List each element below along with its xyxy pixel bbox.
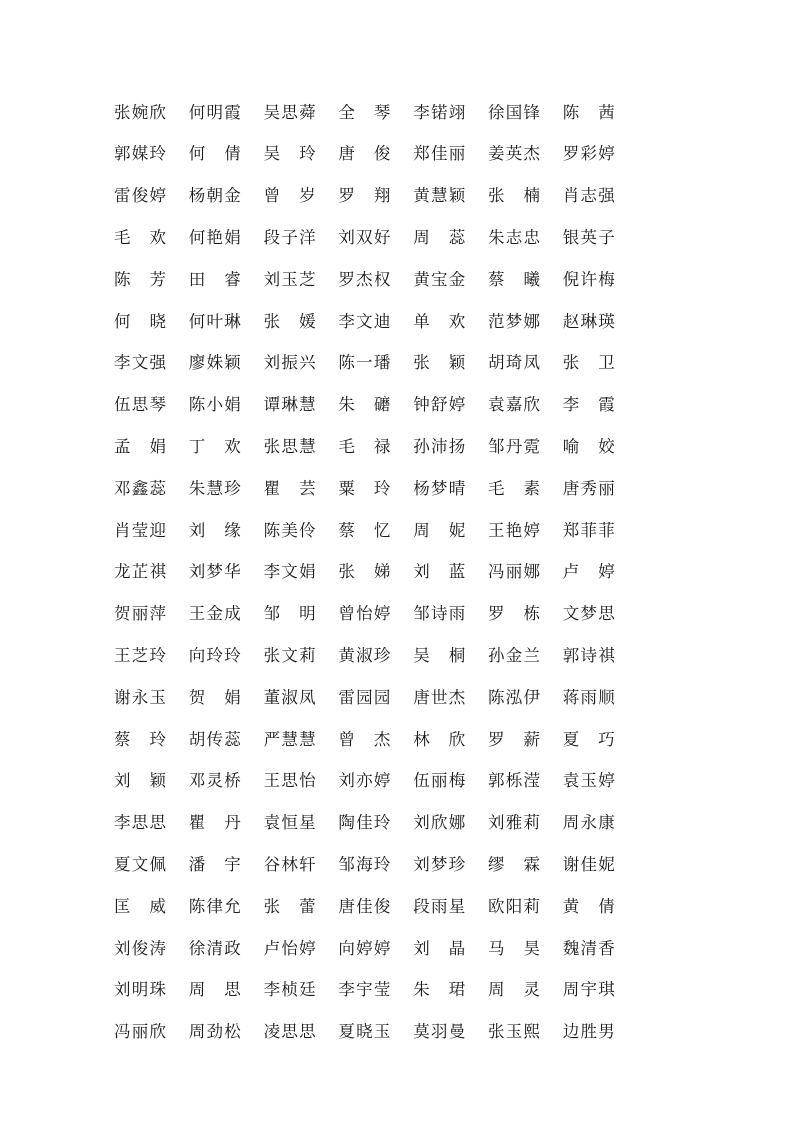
name-entry: 张 文 莉 [263, 646, 316, 665]
name-entry: 夏 文 佩 [114, 854, 166, 874]
name-entry: 张 思 慧 [263, 437, 316, 457]
name-entry: 冯 丽 娜 [487, 562, 540, 582]
name-entry: 伍 丽 梅 [413, 771, 466, 791]
name-entry: 邓 灵 桥 [188, 771, 241, 791]
name-entry: 曾 杰 [338, 729, 391, 749]
name-entry: 段 子 洋 [263, 228, 316, 248]
name-entry: 周 妮 [413, 520, 466, 540]
name-entry: 匡 威 [114, 896, 166, 916]
name-entry: 谢 永 玉 [114, 687, 166, 707]
name-entry: 黄 淑 珍 [338, 646, 391, 665]
name-entry: 王 思 怡 [263, 771, 316, 791]
name-entry: 罗 彩 婷 [562, 144, 615, 164]
name-entry: 黄 倩 [562, 896, 615, 916]
name-entry: 杨 梦 晴 [413, 478, 466, 498]
name-entry: 孙 金 兰 [487, 646, 540, 665]
name-entry: 缪 霖 [487, 854, 540, 874]
name-entry: 邹 明 [263, 604, 316, 624]
name-entry: 陈 律 允 [188, 896, 241, 916]
name-entry: 刘 振 兴 [263, 353, 316, 373]
name-entry: 凌 思 思 [263, 1022, 316, 1042]
name-entry: 李 桢 廷 [263, 980, 316, 1000]
name-entry: 郭 媒 玲 [114, 144, 166, 164]
name-entry: 刘 晶 [413, 938, 466, 958]
name-entry: 唐 秀 丽 [562, 478, 615, 498]
name-entry: 谢 佳 妮 [562, 854, 615, 874]
name-entry: 刘 欣 娜 [413, 813, 466, 833]
name-entry: 向 婷 婷 [338, 938, 391, 958]
name-entry: 刘 亦 婷 [338, 771, 391, 791]
name-entry: 喻 姣 [562, 437, 615, 457]
name-entry: 刘 梦 珍 [413, 854, 466, 874]
name-entry: 肖 志 强 [562, 186, 615, 206]
name-entry: 朱 慧 珍 [188, 478, 241, 498]
name-entry: 贺 娟 [188, 687, 241, 707]
name-entry: 单 欢 [413, 311, 466, 331]
name-entry: 唐 世 杰 [413, 687, 466, 707]
name-entry: 周 蕊 [413, 228, 466, 248]
name-entry: 唐 佳 俊 [338, 896, 391, 916]
name-entry: 文 梦 思 [562, 604, 615, 624]
name-entry: 刘 雅 莉 [487, 813, 540, 833]
name-entry: 陈 一 璠 [338, 353, 391, 373]
name-entry: 粟 玲 [338, 478, 391, 498]
name-entry: 杨 朝 金 [188, 186, 241, 206]
name-entry: 全 琴 [338, 102, 391, 122]
name-entry: 张 楠 [487, 186, 540, 206]
name-entry: 蔡 忆 [338, 520, 391, 540]
name-entry: 邓 鑫 蕊 [114, 478, 166, 498]
name-entry: 毛 禄 [338, 437, 391, 457]
name-entry: 陈 美 伶 [263, 520, 316, 540]
name-entry: 邹 丹 霓 [487, 437, 540, 457]
name-entry: 雷 园 园 [338, 687, 391, 707]
name-entry: 田 睿 [188, 269, 241, 289]
name-entry: 谭 琳 慧 [263, 395, 316, 415]
name-entry: 李 锘 翊 [413, 102, 466, 122]
name-entry: 吴 桐 [413, 646, 466, 665]
name-entry: 廖 姝 颖 [188, 353, 241, 373]
name-entry: 丁 欢 [188, 437, 241, 457]
name-entry: 何 艳 娟 [188, 228, 241, 248]
name-entry: 袁 玉 婷 [562, 771, 615, 791]
name-entry: 袁 嘉 欣 [487, 395, 540, 415]
name-entry: 李 文 娟 [263, 562, 316, 582]
name-entry: 吴 玲 [263, 144, 316, 164]
name-entry: 王 芝 玲 [114, 646, 166, 665]
name-entry: 张 卫 [562, 353, 615, 373]
name-entry: 刘 俊 涛 [114, 938, 166, 958]
name-entry: 龙 芷 祺 [114, 562, 166, 582]
name-entry: 刘 明 珠 [114, 980, 166, 1000]
name-entry: 郭 诗 祺 [562, 646, 615, 665]
name-entry: 徐 国 锋 [487, 102, 540, 122]
name-entry: 郭 栎 滢 [487, 771, 540, 791]
name-entry: 姜 英 杰 [487, 144, 540, 164]
name-entry: 何 明 霞 [188, 102, 241, 122]
name-entry: 周 永 康 [562, 813, 615, 833]
name-entry: 倪 许 梅 [562, 269, 615, 289]
name-entry: 曾 怡 婷 [338, 604, 391, 624]
name-entry: 蔡 曦 [487, 269, 540, 289]
name-entry: 刘 颖 [114, 771, 166, 791]
name-entry: 向 玲 玲 [188, 646, 241, 665]
name-entry: 罗 杰 权 [338, 269, 391, 289]
name-entry: 陈 泓 伊 [487, 687, 540, 707]
name-entry: 郑 菲 菲 [562, 520, 615, 540]
name-entry: 陈 芳 [114, 269, 166, 289]
name-entry: 瞿 芸 [263, 478, 316, 498]
name-entry: 黄 宝 金 [413, 269, 466, 289]
name-entry: 王 金 成 [188, 604, 241, 624]
name-entry: 赵 琳 瑛 [562, 311, 615, 331]
name-entry: 张 蕾 [263, 896, 316, 916]
name-entry: 朱 志 忠 [487, 228, 540, 248]
name-entry: 郑 佳 丽 [413, 144, 466, 164]
name-entry: 刘 缘 [188, 520, 241, 540]
name-entry: 范 梦 娜 [487, 311, 540, 331]
name-entry: 马 昊 [487, 938, 540, 958]
name-entry: 欧 阳 莉 [487, 896, 540, 916]
name-entry: 朱 珺 [413, 980, 466, 1000]
name-entry: 王 艳 婷 [487, 520, 540, 540]
name-entry: 罗 薪 [487, 729, 540, 749]
name-entry: 罗 栋 [487, 604, 540, 624]
name-entry: 黄 慧 颖 [413, 186, 466, 206]
name-entry: 张 婉 欣 [114, 102, 166, 122]
name-entry: 何 倩 [188, 144, 241, 164]
name-entry: 李 思 思 [114, 813, 166, 833]
name-entry: 周 劲 松 [188, 1022, 241, 1042]
name-entry: 潘 宇 [188, 854, 241, 874]
name-entry: 邹 海 玲 [338, 854, 391, 874]
name-entry: 毛 素 [487, 478, 540, 498]
name-entry: 刘 双 好 [338, 228, 391, 248]
name-entry: 贺 丽 萍 [114, 604, 166, 624]
name-entry: 雷 俊 婷 [114, 186, 166, 206]
name-entry: 周 灵 [487, 980, 540, 1000]
name-entry: 唐 俊 [338, 144, 391, 164]
name-entry: 谷 林 轩 [263, 854, 316, 874]
name-entry: 李 霞 [562, 395, 615, 415]
name-entry: 李 文 强 [114, 353, 166, 373]
name-entry: 夏 晓 玉 [338, 1022, 391, 1042]
name-entry: 罗 翔 [338, 186, 391, 206]
name-entry: 董 淑 凤 [263, 687, 316, 707]
name-entry: 吴 思 蕣 [263, 102, 316, 122]
name-entry: 冯 丽 欣 [114, 1022, 166, 1042]
name-entry: 瞿 丹 [188, 813, 241, 833]
name-entry: 魏 清 香 [562, 938, 615, 958]
name-entry: 胡 传 蕊 [188, 729, 241, 749]
name-entry: 孟 娟 [114, 437, 166, 457]
name-entry: 刘 玉 芝 [263, 269, 316, 289]
name-entry: 陈 小 娟 [188, 395, 241, 415]
name-entry: 蒋 雨 顺 [562, 687, 615, 707]
name-entry: 张 玉 熙 [487, 1022, 540, 1042]
name-entry: 周 宇 琪 [562, 980, 615, 1000]
name-entry: 卢 婷 [562, 562, 615, 582]
name-entry: 曾 岁 [263, 186, 316, 206]
name-entry: 周 思 [188, 980, 241, 1000]
name-entry: 蔡 玲 [114, 729, 166, 749]
name-entry: 张 娣 [338, 562, 391, 582]
name-entry: 毛 欢 [114, 228, 166, 248]
name-entry: 徐 清 政 [188, 938, 241, 958]
name-entry: 边 胜 男 [562, 1022, 615, 1042]
name-entry: 夏 巧 [562, 729, 615, 749]
name-entry: 刘 蓝 [413, 562, 466, 582]
name-entry: 李 文 迪 [338, 311, 391, 331]
name-entry: 张 媛 [263, 311, 316, 331]
name-entry: 林 欣 [413, 729, 466, 749]
name-list-grid [114, 92, 624, 1053]
name-entry: 肖 莹 迎 [114, 520, 166, 540]
name-entry: 李 宇 莹 [338, 980, 391, 1000]
name-entry: 袁 恒 星 [263, 813, 316, 833]
name-entry: 钟 舒 婷 [413, 395, 466, 415]
name-entry: 何 叶 琳 [188, 311, 241, 331]
name-entry: 何 晓 [114, 311, 166, 331]
name-entry: 陈 茜 [562, 102, 615, 122]
name-entry: 胡 琦 凤 [487, 353, 540, 373]
name-entry: 莫 羽 曼 [413, 1022, 466, 1042]
name-entry: 段 雨 星 [413, 896, 466, 916]
name-entry: 严 慧 慧 [263, 729, 316, 749]
name-entry: 伍 思 琴 [114, 395, 166, 415]
name-entry: 卢 怡 婷 [263, 938, 316, 958]
name-entry: 张 颖 [413, 353, 466, 373]
name-entry: 刘 梦 华 [188, 562, 241, 582]
name-entry: 邹 诗 雨 [413, 604, 466, 624]
name-entry: 孙 沛 扬 [413, 437, 466, 457]
name-entry: 朱 礳 [338, 395, 391, 415]
name-entry: 陶 佳 玲 [338, 813, 391, 833]
name-entry: 银 英 子 [562, 228, 615, 248]
